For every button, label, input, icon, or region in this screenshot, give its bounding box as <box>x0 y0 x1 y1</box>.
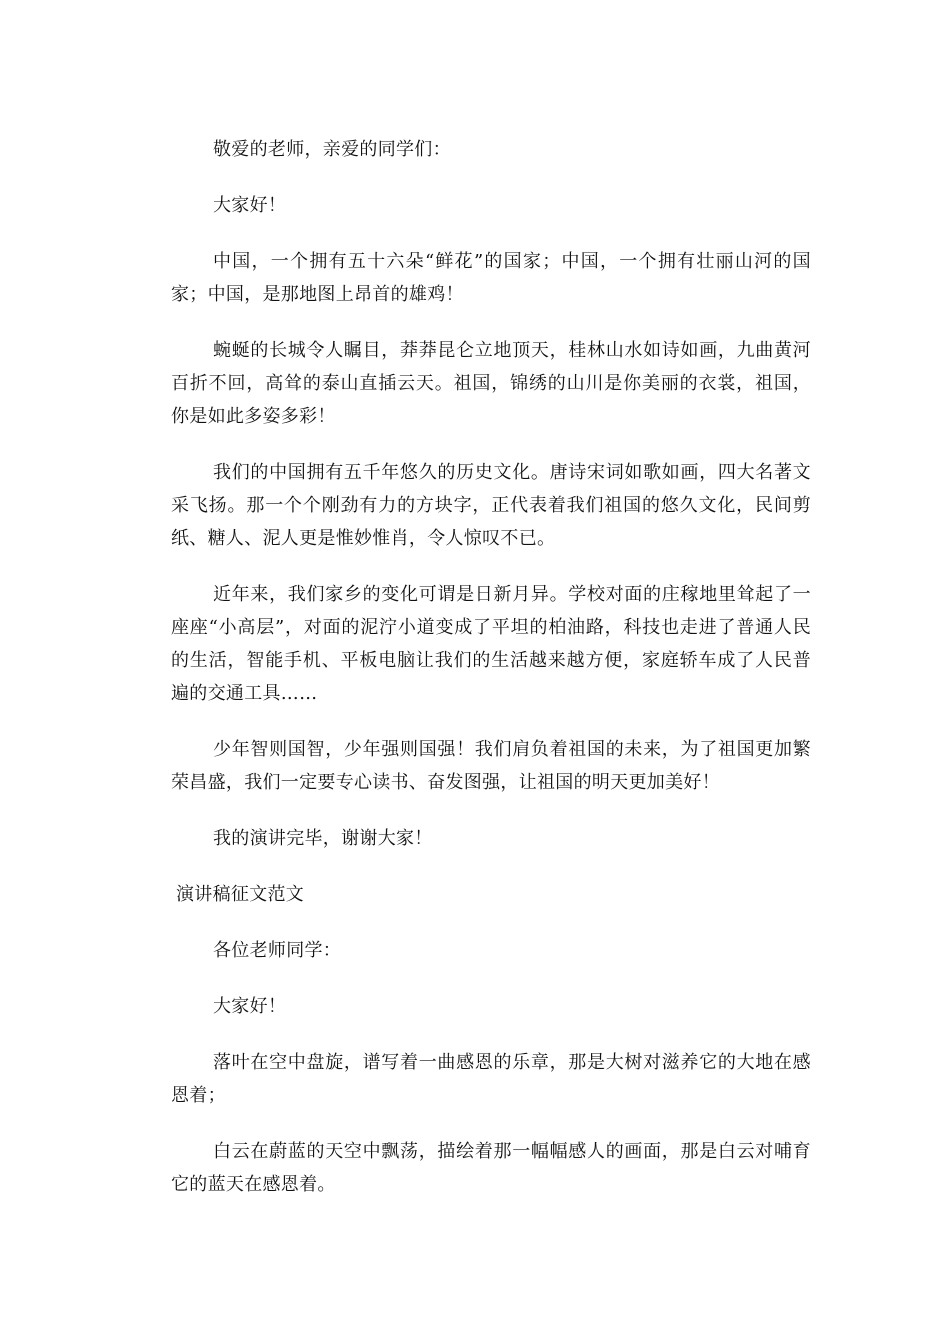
salutation: 敬爱的老师，亲爱的同学们： <box>213 139 451 160</box>
body-paragraph: 白云在蔚蓝的天空中飘荡，描绘着那一幅幅感人的画面，那是白云对哺育它的蓝天在感恩着。 <box>171 1141 811 1195</box>
body-paragraph: 蜿蜒的长城令人瞩目，莽莽昆仑立地顶天，桂林山水如诗如画，九曲黄河百折不回，高耸的泰山直插云天。祖国，锦绣的山川是你美丽的衣裳，祖国，你是如此多姿多彩！ <box>171 340 811 427</box>
closing-line: 我的演讲完毕，谢谢大家！ <box>213 828 433 849</box>
greeting: 大家好！ <box>213 195 287 216</box>
body-paragraph: 中国，一个拥有五十六朵“鲜花”的国家；中国，一个拥有壮丽山河的国家；中国，是那地图上昂首的雄鸡！ <box>171 251 811 305</box>
body-paragraph: 落叶在空中盘旋，谱写着一曲感恩的乐章，那是大树对滋养它的大地在感恩着； <box>171 1052 811 1106</box>
document-body <box>171 133 811 1224</box>
section-title: 演讲稿征文范文 <box>176 884 305 905</box>
salutation: 各位老师同学： <box>213 940 342 961</box>
body-paragraph: 我们的中国拥有五千年悠久的历史文化。唐诗宋词如歌如画，四大名著文采飞扬。那一个个刚劲有力的方块字，正代表着我们祖国的悠久文化，民间剪纸、糖人、泥人更是惟妙惟肖，令人惊叹不已。 <box>171 462 811 549</box>
body-paragraph: 少年智则国智，少年强则国强！我们肩负着祖国的未来，为了祖国更加繁荣昌盛，我们一定要专心读书、奋发图强，让祖国的明天更加美好！ <box>171 739 811 793</box>
greeting: 大家好！ <box>213 996 287 1017</box>
body-paragraph: 近年来，我们家乡的变化可谓是日新月异。学校对面的庄稼地里耸起了一座座“小高层”，对面的泥泞小道变成了平坦的柏油路，科技也走进了普通人民的生活，智能手机、平板电脑让我们的生活越来越方便，家庭轿车成了人民普遍的交通工具…… <box>171 584 811 704</box>
